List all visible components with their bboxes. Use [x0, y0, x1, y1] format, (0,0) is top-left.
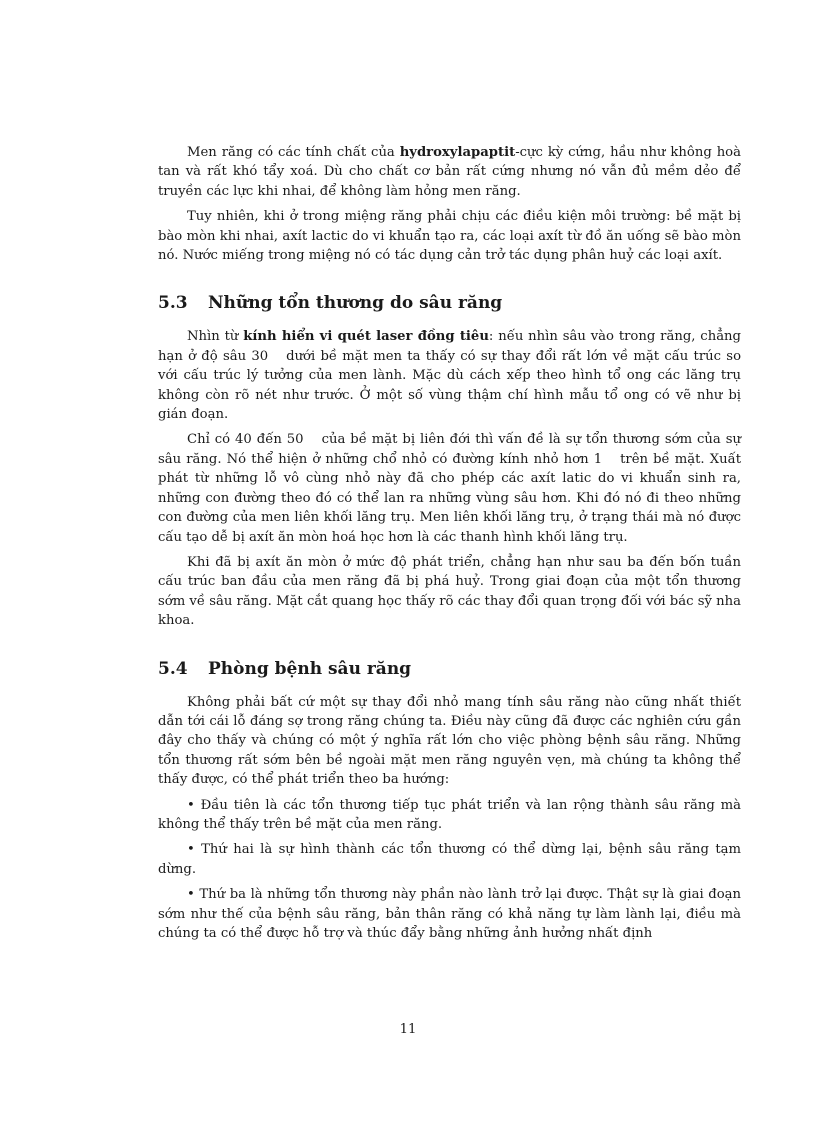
section-5-3-heading: [158, 293, 741, 313]
text-run: Men răng có các tính chất của: [187, 145, 400, 160]
page-content: [158, 143, 741, 949]
text-run: Chỉ có 40 đến 50: [187, 432, 304, 448]
section-5-3-paragraph-1: [158, 327, 741, 424]
text-run: -cực kỳ cứng, hầu như không hoà tan và rất khó tẩy xoá. Dù cho chất cơ bản rất cứng nhưng nó vẫn đủ mềm dẻo để truyền các lực khi nhai, để không làm hỏng men răng.: [158, 145, 741, 199]
section-5-4-heading: [158, 659, 741, 679]
section-5-3-paragraph-2: [158, 430, 741, 546]
term-hydroxylapaptit: hydroxylapaptit: [399, 145, 516, 160]
bullet-item-1: • Đầu tiên là các tổn thương tiếp tục phát triển và lan rộng thành sâu răng mà không thể thấy trên bề mặt của men răng.: [158, 797, 741, 832]
section-5-4-paragraph-1: Không phải bất cứ một sự thay đổi nhỏ mang tính sâu răng nào cũng nhất thiết dẫn tới cái lỗ đáng sợ trong răng chúng ta. Điều này cũng đã được các nghiên cứu gần đây cho thấy và chúng có một ý nghĩa rất lớn cho việc phòng bệnh sâu răng. Những tổn thương rất sớm bên bề ngoài mặt men răng nguyên vẹn, mà chúng ta không thể thấy được, có thể phát triển theo ba hướng:: [158, 694, 741, 788]
intro-paragraph-1: [158, 143, 741, 201]
section-number: 5.3: [158, 293, 188, 314]
text-run: : nếu nhìn sâu vào trong răng, chẳng hạn ở độ sâu 30: [158, 329, 741, 364]
text-run: Nhìn từ: [187, 329, 244, 345]
section-number: 5.4: [158, 658, 188, 679]
bullet-item-3: • Thứ ba là những tổn thương này phần nào lành trở lại được. Thật sự là giai đoạn sớm như thế của bệnh sâu răng, bản thân răng có khả năng tự làm lành lại, điều mà chúng ta có thể được hỗ trợ và thúc đẩy bằng những ảnh hưởng nhất định: [158, 887, 741, 941]
text-run: trên bề mặt. Xuất phát từ những lỗ vô cùng nhỏ này đã cho phép các axít latic do vi khuẩn sinh ra, những con đường theo đó có thể lan ra những vùng sâu hơn. Khi đó nó đi theo những con đường của men liên khối lăng trụ. Men liên khối lăng trụ, ở trạng thái mà nó được cấu tạo dễ bị axít ăn mòn hoá học hơn là các thanh hình khối lăng trụ.: [158, 451, 741, 545]
page-number: 11: [399, 1022, 417, 1037]
section-title: Những tổn thương do sâu răng: [208, 293, 503, 314]
term-confocal-microscope: kính hiển vi quét laser đồng tiêu: [243, 329, 489, 345]
text-run: dưới bề mặt men ta thấy có sự thay đổi rất lớn về mặt cấu trúc so với cấu trúc lý tưởng của men lành. Mặc dù cách xếp theo hình tổ ong các lăng trụ không còn rõ nét như trước. Ở một số vùng thậm chí hình mẫu tổ ong có vẽ như bị gián đoạn.: [158, 348, 742, 423]
intro-paragraph-2: Tuy nhiên, khi ở trong miệng răng phải chịu các điều kiện môi trường: bề mặt bị bào mòn khi nhai, axít lactic do vi khuẩn tạo ra, các loại axít từ đồ ăn uống sẽ bào mòn nó. Nước miếng trong miệng nó có tác dụng cản trở tác dụng phân huỷ các loại axít.: [158, 209, 741, 264]
bullet-item-2: • Thứ hai là sự hình thành các tổn thương có thể dừng lại, bệnh sâu răng tạm dừng.: [158, 842, 741, 877]
text-run: của bề mặt bị liên đới thì vấn đề là sự tổn thương sớm của sự sâu răng. Nó thể hiện ở những chổ nhỏ có đường kính nhỏ hơn 1: [158, 432, 741, 467]
section-title: Phòng bệnh sâu răng: [208, 658, 412, 679]
section-5-3-paragraph-3: Khi đã bị axít ăn mòn ở mức độ phát triển, chẳng hạn như sau ba đến bốn tuần cấu trúc ban đầu của men răng đã bị phá huỷ. Trong giai đoạn của một tổn thương sớm về sâu răng. Mặt cắt quang học thấy rõ các thay đổi quan trọng đối với bác sỹ nha khoa.: [158, 554, 741, 629]
